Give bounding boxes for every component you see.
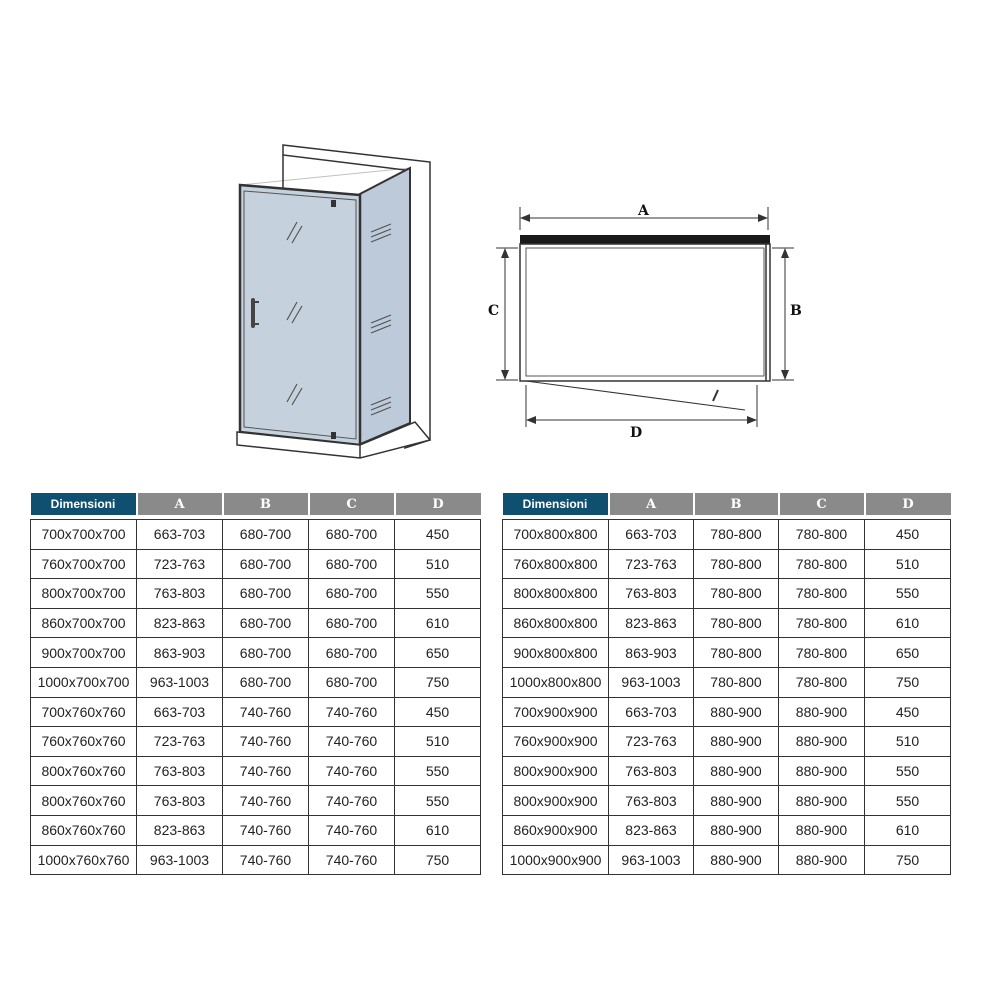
cell-b: 880-900	[694, 815, 779, 845]
table-row	[503, 727, 951, 757]
cell-d: 610	[395, 608, 481, 638]
cell-b: 780-800	[694, 579, 779, 609]
cell-b: 780-800	[694, 520, 779, 550]
cell-dimensioni: 800x900x900	[503, 756, 609, 786]
cell-c: 780-800	[779, 608, 865, 638]
cell-a: 763-803	[609, 579, 694, 609]
cell-d: 450	[395, 520, 481, 550]
cell-c: 740-760	[309, 815, 395, 845]
header-c: C	[309, 493, 395, 515]
cell-b: 880-900	[694, 786, 779, 816]
cell-d: 650	[865, 638, 951, 668]
table-row	[31, 786, 481, 816]
cell-dimensioni: 1000x900x900	[503, 845, 609, 875]
cell-b: 680-700	[223, 520, 309, 550]
header-d: D	[865, 493, 951, 515]
header-b: B	[223, 493, 309, 515]
cell-dimensioni: 760x700x700	[31, 549, 137, 579]
cell-c: 780-800	[779, 638, 865, 668]
cell-b: 740-760	[223, 815, 309, 845]
cell-d: 550	[395, 579, 481, 609]
cell-a: 663-703	[137, 697, 223, 727]
cell-d: 450	[395, 697, 481, 727]
cell-c: 680-700	[309, 549, 395, 579]
table-row	[503, 549, 951, 579]
cell-b: 740-760	[223, 727, 309, 757]
cell-c: 740-760	[309, 756, 395, 786]
cell-d: 550	[865, 756, 951, 786]
cell-dimensioni: 800x760x760	[31, 756, 137, 786]
cell-d: 510	[865, 727, 951, 757]
cell-b: 880-900	[694, 845, 779, 875]
cell-c: 680-700	[309, 608, 395, 638]
cell-c: 740-760	[309, 845, 395, 875]
label-d: D	[630, 425, 643, 441]
cell-d: 750	[395, 845, 481, 875]
cell-c: 780-800	[779, 667, 865, 697]
table-row	[31, 579, 481, 609]
cell-dimensioni: 700x800x800	[503, 520, 609, 550]
label-a: A	[638, 203, 649, 219]
table-row	[503, 667, 951, 697]
cell-c: 680-700	[309, 579, 395, 609]
table-row	[503, 697, 951, 727]
cell-c: 880-900	[779, 815, 865, 845]
cell-c: 880-900	[779, 727, 865, 757]
cell-b: 740-760	[223, 845, 309, 875]
cell-dimensioni: 860x800x800	[503, 608, 609, 638]
table-row	[31, 520, 481, 550]
cell-dimensioni: 700x700x700	[31, 520, 137, 550]
cell-dimensioni: 700x760x760	[31, 697, 137, 727]
header-c: C	[779, 493, 865, 515]
table-header-row	[31, 493, 481, 515]
table-row	[31, 667, 481, 697]
cell-c: 880-900	[779, 845, 865, 875]
cell-d: 450	[865, 520, 951, 550]
cell-dimensioni: 800x800x800	[503, 579, 609, 609]
cell-dimensioni: 900x700x700	[31, 638, 137, 668]
table-row	[503, 845, 951, 875]
cell-a: 723-763	[137, 727, 223, 757]
cell-dimensioni: 1000x800x800	[503, 667, 609, 697]
label-b: B	[790, 303, 802, 319]
cell-a: 963-1003	[609, 845, 694, 875]
cell-c: 680-700	[309, 667, 395, 697]
cell-b: 680-700	[223, 638, 309, 668]
cell-c: 880-900	[779, 756, 865, 786]
cell-d: 750	[395, 667, 481, 697]
cell-a: 823-863	[137, 608, 223, 638]
cell-a: 763-803	[137, 786, 223, 816]
cell-b: 880-900	[694, 727, 779, 757]
cell-a: 723-763	[137, 549, 223, 579]
cell-b: 780-800	[694, 667, 779, 697]
cell-a: 663-703	[609, 520, 694, 550]
cell-d: 550	[865, 579, 951, 609]
cell-d: 610	[865, 815, 951, 845]
cell-dimensioni: 1000x760x760	[31, 845, 137, 875]
cell-c: 680-700	[309, 520, 395, 550]
table-row	[31, 845, 481, 875]
cell-dimensioni: 860x700x700	[31, 608, 137, 638]
table-row	[503, 520, 951, 550]
table-row	[31, 549, 481, 579]
header-a: A	[609, 493, 694, 515]
header-a: A	[137, 493, 223, 515]
cell-b: 680-700	[223, 549, 309, 579]
cell-c: 880-900	[779, 697, 865, 727]
cell-d: 510	[865, 549, 951, 579]
cell-dimensioni: 700x900x900	[503, 697, 609, 727]
cell-a: 723-763	[609, 549, 694, 579]
cell-d: 750	[865, 667, 951, 697]
table-row	[503, 815, 951, 845]
table-row	[31, 756, 481, 786]
cell-dimensioni: 760x900x900	[503, 727, 609, 757]
header-dimensioni: Dimensioni	[503, 493, 609, 515]
table-row	[503, 638, 951, 668]
cell-a: 663-703	[137, 520, 223, 550]
cell-c: 740-760	[309, 786, 395, 816]
cell-c: 780-800	[779, 579, 865, 609]
cell-a: 823-863	[137, 815, 223, 845]
cell-d: 750	[865, 845, 951, 875]
cell-a: 963-1003	[137, 845, 223, 875]
cell-b: 740-760	[223, 697, 309, 727]
dimensions-table-right	[502, 493, 951, 875]
label-c: C	[488, 303, 500, 319]
cell-a: 763-803	[137, 756, 223, 786]
cell-dimensioni: 900x800x800	[503, 638, 609, 668]
cell-c: 740-760	[309, 697, 395, 727]
table-header-row	[503, 493, 951, 515]
cell-a: 823-863	[609, 815, 694, 845]
cell-d: 610	[865, 608, 951, 638]
cell-d: 610	[395, 815, 481, 845]
cell-d: 550	[395, 786, 481, 816]
cell-dimensioni: 860x900x900	[503, 815, 609, 845]
cell-b: 680-700	[223, 608, 309, 638]
table-row	[31, 638, 481, 668]
cell-dimensioni: 760x760x760	[31, 727, 137, 757]
cell-a: 963-1003	[609, 667, 694, 697]
shower-enclosure-illustration	[225, 140, 435, 470]
cell-c: 880-900	[779, 786, 865, 816]
cell-dimensioni: 1000x700x700	[31, 667, 137, 697]
cell-d: 550	[865, 786, 951, 816]
cell-dimensioni: 800x760x760	[31, 786, 137, 816]
dimension-plan-diagram	[480, 195, 820, 445]
cell-d: 510	[395, 727, 481, 757]
cell-a: 763-803	[137, 579, 223, 609]
cell-b: 780-800	[694, 638, 779, 668]
cell-dimensioni: 800x900x900	[503, 786, 609, 816]
table-row	[503, 608, 951, 638]
cell-d: 450	[865, 697, 951, 727]
table-row	[503, 756, 951, 786]
cell-a: 963-1003	[137, 667, 223, 697]
cell-d: 510	[395, 549, 481, 579]
cell-a: 723-763	[609, 727, 694, 757]
cell-dimensioni: 760x800x800	[503, 549, 609, 579]
cell-a: 863-903	[609, 638, 694, 668]
table-row	[31, 727, 481, 757]
dimensions-table-left	[30, 493, 481, 875]
cell-b: 880-900	[694, 697, 779, 727]
cell-d: 550	[395, 756, 481, 786]
cell-b: 680-700	[223, 667, 309, 697]
table-row	[31, 608, 481, 638]
table-row	[503, 786, 951, 816]
cell-c: 740-760	[309, 727, 395, 757]
header-d: D	[395, 493, 481, 515]
cell-c: 680-700	[309, 638, 395, 668]
cell-a: 663-703	[609, 697, 694, 727]
cell-b: 740-760	[223, 756, 309, 786]
cell-b: 680-700	[223, 579, 309, 609]
table-row	[31, 815, 481, 845]
header-dimensioni: Dimensioni	[31, 493, 137, 515]
cell-dimensioni: 860x760x760	[31, 815, 137, 845]
cell-a: 763-803	[609, 756, 694, 786]
cell-c: 780-800	[779, 549, 865, 579]
table-row	[31, 697, 481, 727]
cell-a: 863-903	[137, 638, 223, 668]
cell-dimensioni: 800x700x700	[31, 579, 137, 609]
header-b: B	[694, 493, 779, 515]
cell-a: 823-863	[609, 608, 694, 638]
cell-d: 650	[395, 638, 481, 668]
cell-a: 763-803	[609, 786, 694, 816]
table-row	[503, 579, 951, 609]
cell-b: 740-760	[223, 786, 309, 816]
cell-c: 780-800	[779, 520, 865, 550]
cell-b: 880-900	[694, 756, 779, 786]
cell-b: 780-800	[694, 549, 779, 579]
cell-b: 780-800	[694, 608, 779, 638]
